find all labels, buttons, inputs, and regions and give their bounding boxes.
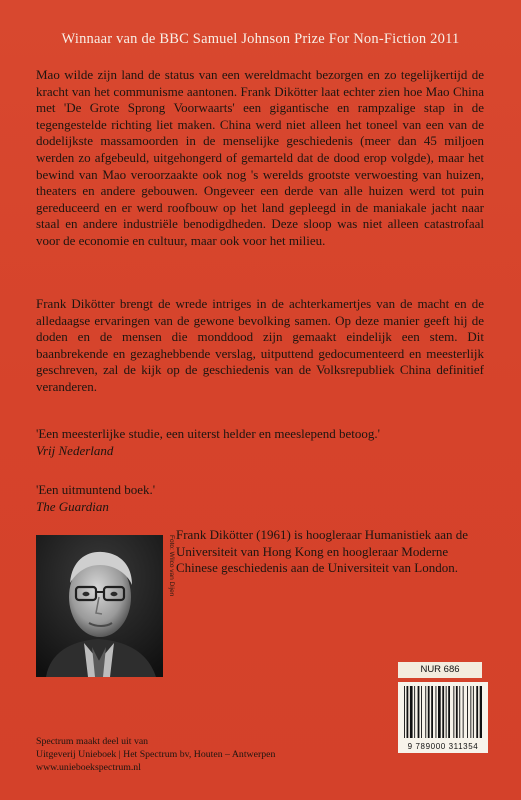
publisher-website: www.unieboekspectrum.nl <box>36 762 141 773</box>
author-bio: Frank Dikötter (1961) is hoogleraar Humanistiek aan de Universiteit van Hong Kong en hoogleraar Moderne Chinese geschiedenis aan de Universiteit van London. <box>176 527 469 576</box>
review-quote-1 <box>36 426 496 459</box>
nur-code: NUR 686 <box>398 662 482 678</box>
photo-credit: Foto: Wilco van Dijen <box>168 535 175 597</box>
quote-text: 'Een meesterlijke studie, een uiterst helder en meeslepend betoog.' <box>36 426 381 441</box>
quote-source: The Guardian <box>36 498 109 514</box>
award-line: Winnaar van de BBC Samuel Johnson Prize For Non-Fiction 2011 <box>61 31 460 47</box>
quote-text: 'Een uitmuntend boek.' <box>36 482 156 497</box>
author-photo <box>36 535 163 677</box>
review-quote-2 <box>36 482 496 515</box>
publisher-line-1: Spectrum maakt deel uit van <box>36 736 149 747</box>
author-portrait-illustration <box>36 535 163 677</box>
blurb-paragraph-2: Frank Dikötter brengt de wrede intriges in de achterkamertjes van de macht en de alledaagse ervaringen van de gewone bevolking samen. Op deze manier geeft hij de doden en de mensen die monddood zijn gemaakt eindelijk een stem. Dit baanbrekende en gezaghebbende verslag, uitputtend gedocumenteerd en meesterlijk geschreven, zal de kijk op de geschiedenis van de Volksrepubliek China definitief veranderen. <box>36 296 484 394</box>
isbn-number: 9 789000 311354 <box>407 742 479 751</box>
isbn-barcode <box>398 682 488 753</box>
blurb-paragraph-1: Mao wilde zijn land de status van een wereldmacht bezorgen en zo tegelijkertijd de kracht van het communisme aantonen. Frank Dikötter laat echter zien hoe Mao China met 'De Grote Sprong Voorwaarts' een gigantische en rampzalige stap in de tegengestelde richting liet maken. China werd niet alleen het toneel van een van de dodelijkste massamoorden in de menselijke geschiedenis (meer dan 45 miljoen werden zo afgebeuld, uitgehongerd of gemarteld dat de dood erop volgde), maar het bewind van Mao veroorzaakte ook nog 's werelds grootste verwoesting van huizen, theaters en andere gebouwen. Ongeveer een derde van alle huizen werd tot puin gereduceerd en er werd roofbouw op het land gepleegd in de maniakale jacht naar staal en andere industriële benodigdheden. Deze sloop was niet alleen catastrofaal voor de economie en cultuur, maar ook voor het milieu. <box>36 67 484 248</box>
publisher-line-2: Uitgeverij Unieboek | Het Spectrum bv, Houten – Antwerpen <box>36 749 276 760</box>
barcode-icon <box>404 686 482 738</box>
quote-source: Vrij Nederland <box>36 442 114 458</box>
publisher-info <box>36 735 356 774</box>
